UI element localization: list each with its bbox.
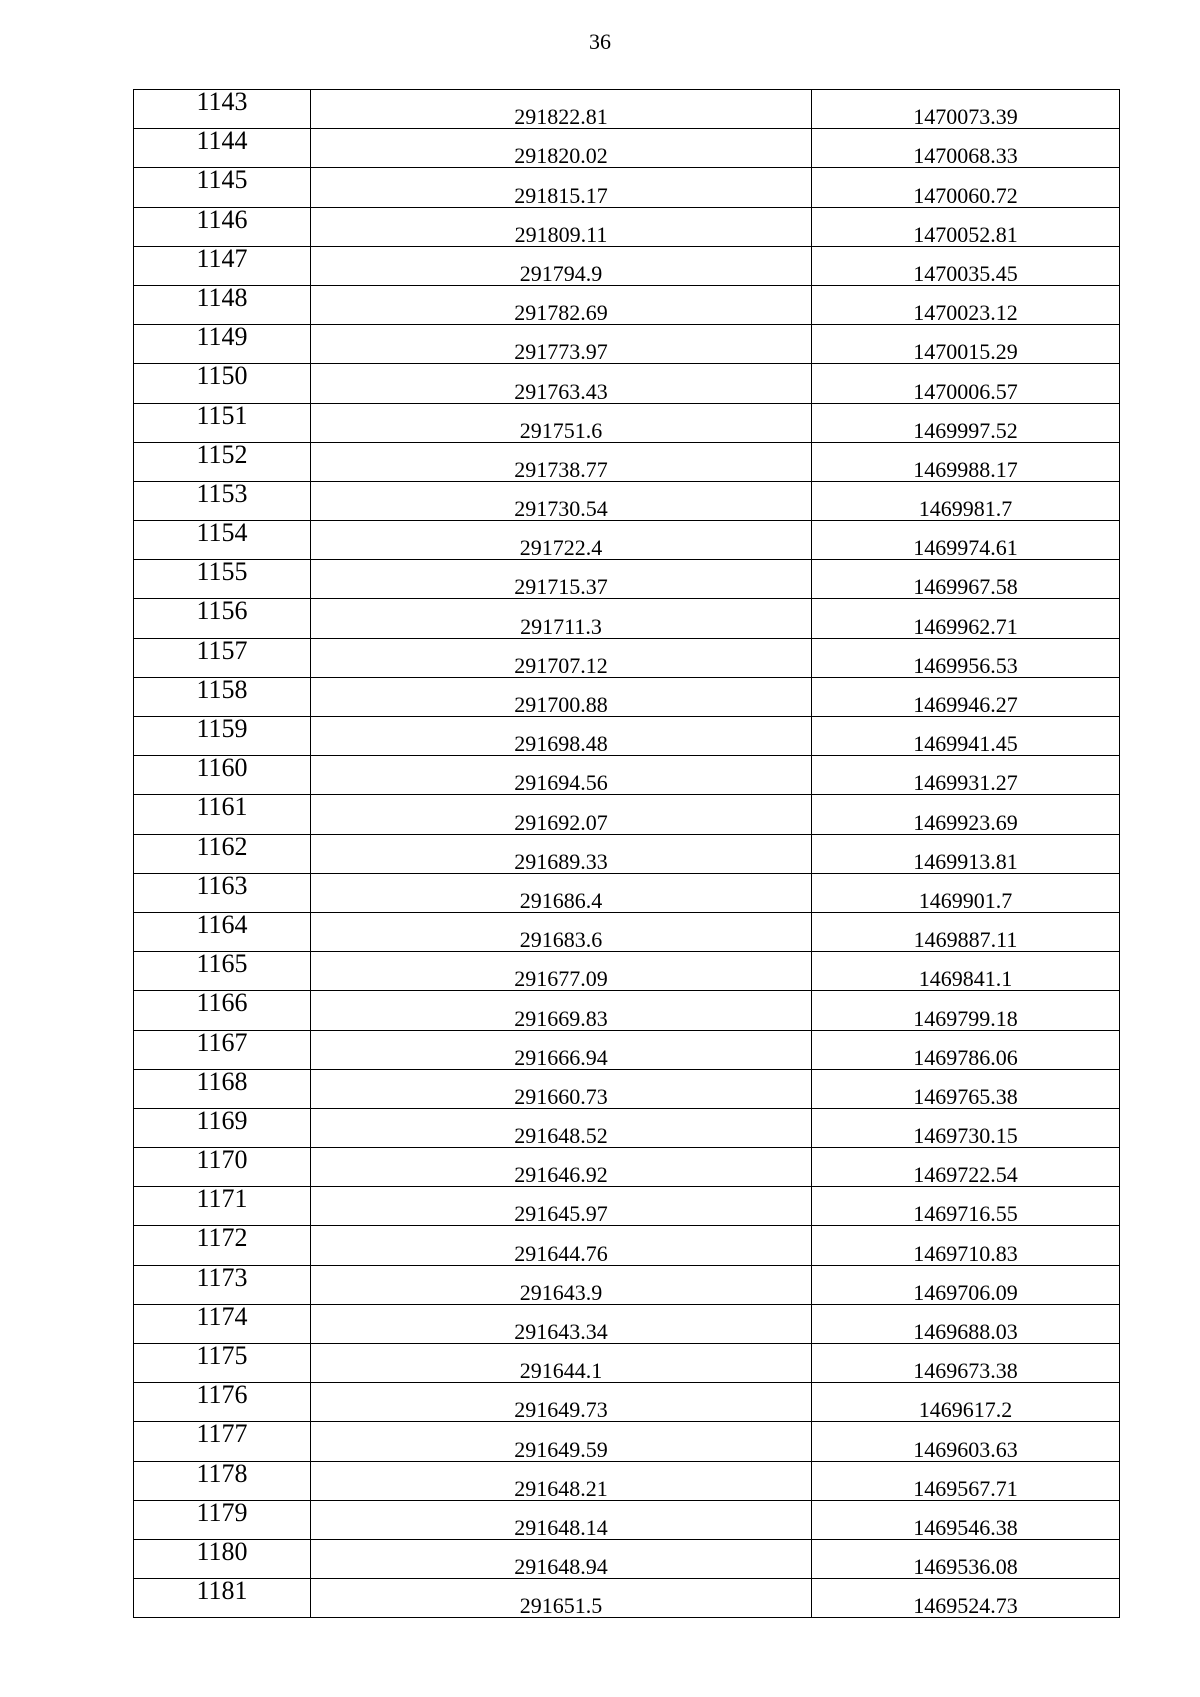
- point-number-cell: 1146: [134, 207, 311, 246]
- y-coordinate-cell: 1469988.17: [812, 442, 1120, 481]
- y-coordinate-cell: 1469967.58: [812, 560, 1120, 599]
- table-row: [134, 207, 1120, 246]
- table-row: [134, 521, 1120, 560]
- x-coordinate-cell: 291646.92: [311, 1148, 812, 1187]
- table-row: [134, 1304, 1120, 1343]
- point-number-cell: 1160: [134, 756, 311, 795]
- table-row: [134, 1069, 1120, 1108]
- x-coordinate-cell: 291648.52: [311, 1108, 812, 1147]
- y-coordinate-cell: 1469974.61: [812, 521, 1120, 560]
- y-coordinate-cell: 1470015.29: [812, 325, 1120, 364]
- table-row: [134, 873, 1120, 912]
- x-coordinate-cell: 291651.5: [311, 1579, 812, 1618]
- x-coordinate-cell: 291794.9: [311, 246, 812, 285]
- table-row: [134, 1226, 1120, 1265]
- y-coordinate-cell: 1469931.27: [812, 756, 1120, 795]
- x-coordinate-cell: 291782.69: [311, 285, 812, 324]
- table-row: [134, 638, 1120, 677]
- table-row: [134, 285, 1120, 324]
- table-row: [134, 403, 1120, 442]
- point-number-cell: 1148: [134, 285, 311, 324]
- y-coordinate-cell: 1469765.38: [812, 1069, 1120, 1108]
- point-number-cell: 1169: [134, 1108, 311, 1147]
- y-coordinate-cell: 1469710.83: [812, 1226, 1120, 1265]
- table-row: [134, 912, 1120, 951]
- x-coordinate-cell: 291700.88: [311, 677, 812, 716]
- y-coordinate-cell: 1469617.2: [812, 1383, 1120, 1422]
- y-coordinate-cell: 1469673.38: [812, 1344, 1120, 1383]
- point-number-cell: 1155: [134, 560, 311, 599]
- table-row: [134, 560, 1120, 599]
- table-row: [134, 1579, 1120, 1618]
- y-coordinate-cell: 1469962.71: [812, 599, 1120, 638]
- point-number-cell: 1177: [134, 1422, 311, 1461]
- table-row: [134, 991, 1120, 1030]
- table-row: [134, 129, 1120, 168]
- point-number-cell: 1168: [134, 1069, 311, 1108]
- table-row: [134, 246, 1120, 285]
- point-number-cell: 1163: [134, 873, 311, 912]
- point-number-cell: 1172: [134, 1226, 311, 1265]
- x-coordinate-cell: 291649.73: [311, 1383, 812, 1422]
- point-number-cell: 1152: [134, 442, 311, 481]
- table-row: [134, 599, 1120, 638]
- y-coordinate-cell: 1469997.52: [812, 403, 1120, 442]
- y-coordinate-cell: 1470052.81: [812, 207, 1120, 246]
- table-row: [134, 834, 1120, 873]
- table-row: [134, 1344, 1120, 1383]
- x-coordinate-cell: 291648.21: [311, 1461, 812, 1500]
- point-number-cell: 1175: [134, 1344, 311, 1383]
- y-coordinate-cell: 1469841.1: [812, 952, 1120, 991]
- page-number: 36: [589, 29, 611, 54]
- table-row: [134, 717, 1120, 756]
- x-coordinate-cell: 291644.76: [311, 1226, 812, 1265]
- point-number-cell: 1174: [134, 1304, 311, 1343]
- point-number-cell: 1147: [134, 246, 311, 285]
- point-number-cell: 1144: [134, 129, 311, 168]
- y-coordinate-cell: 1469923.69: [812, 795, 1120, 834]
- table-row: [134, 1265, 1120, 1304]
- y-coordinate-cell: 1469981.7: [812, 481, 1120, 520]
- y-coordinate-cell: 1469956.53: [812, 638, 1120, 677]
- table-row: [134, 756, 1120, 795]
- y-coordinate-cell: 1470068.33: [812, 129, 1120, 168]
- point-number-cell: 1153: [134, 481, 311, 520]
- x-coordinate-cell: 291809.11: [311, 207, 812, 246]
- x-coordinate-cell: 291683.6: [311, 912, 812, 951]
- y-coordinate-cell: 1469913.81: [812, 834, 1120, 873]
- x-coordinate-cell: 291648.94: [311, 1539, 812, 1578]
- point-number-cell: 1178: [134, 1461, 311, 1500]
- y-coordinate-cell: 1469524.73: [812, 1579, 1120, 1618]
- table-row: [134, 1148, 1120, 1187]
- x-coordinate-cell: 291643.34: [311, 1304, 812, 1343]
- point-number-cell: 1176: [134, 1383, 311, 1422]
- point-number-cell: 1158: [134, 677, 311, 716]
- x-coordinate-cell: 291738.77: [311, 442, 812, 481]
- x-coordinate-cell: 291644.1: [311, 1344, 812, 1383]
- table-row: [134, 481, 1120, 520]
- y-coordinate-cell: 1469706.09: [812, 1265, 1120, 1304]
- table-row: [134, 1108, 1120, 1147]
- y-coordinate-cell: 1470006.57: [812, 364, 1120, 403]
- x-coordinate-cell: 291773.97: [311, 325, 812, 364]
- point-number-cell: 1171: [134, 1187, 311, 1226]
- table-row: [134, 1187, 1120, 1226]
- point-number-cell: 1145: [134, 168, 311, 207]
- point-number-cell: 1159: [134, 717, 311, 756]
- x-coordinate-cell: 291660.73: [311, 1069, 812, 1108]
- table-row: [134, 1539, 1120, 1578]
- x-coordinate-cell: 291692.07: [311, 795, 812, 834]
- y-coordinate-cell: 1469730.15: [812, 1108, 1120, 1147]
- table-row: [134, 677, 1120, 716]
- y-coordinate-cell: 1469941.45: [812, 717, 1120, 756]
- y-coordinate-cell: 1469546.38: [812, 1500, 1120, 1539]
- x-coordinate-cell: 291677.09: [311, 952, 812, 991]
- x-coordinate-cell: 291645.97: [311, 1187, 812, 1226]
- point-number-cell: 1161: [134, 795, 311, 834]
- x-coordinate-cell: 291686.4: [311, 873, 812, 912]
- point-number-cell: 1151: [134, 403, 311, 442]
- y-coordinate-cell: 1469688.03: [812, 1304, 1120, 1343]
- coordinates-table-body: [134, 87, 1120, 1619]
- table-row: [134, 1500, 1120, 1539]
- y-coordinate-cell: 1469722.54: [812, 1148, 1120, 1187]
- table-row: [134, 795, 1120, 834]
- point-number-cell: 1165: [134, 952, 311, 991]
- point-number-cell: 1181: [134, 1579, 311, 1618]
- x-coordinate-cell: 291715.37: [311, 560, 812, 599]
- y-coordinate-cell: 1470073.39: [812, 90, 1120, 129]
- point-number-cell: 1166: [134, 991, 311, 1030]
- point-number-cell: 1179: [134, 1500, 311, 1539]
- point-number-cell: 1167: [134, 1030, 311, 1069]
- y-coordinate-cell: 1469786.06: [812, 1030, 1120, 1069]
- table-row: [134, 952, 1120, 991]
- y-coordinate-cell: 1469946.27: [812, 677, 1120, 716]
- x-coordinate-cell: 291648.14: [311, 1500, 812, 1539]
- point-number-cell: 1156: [134, 599, 311, 638]
- x-coordinate-cell: 291649.59: [311, 1422, 812, 1461]
- table-row: [134, 364, 1120, 403]
- x-coordinate-cell: 291815.17: [311, 168, 812, 207]
- x-coordinate-cell: 291730.54: [311, 481, 812, 520]
- y-coordinate-cell: 1469901.7: [812, 873, 1120, 912]
- x-coordinate-cell: 291711.3: [311, 599, 812, 638]
- point-number-cell: 1162: [134, 834, 311, 873]
- x-coordinate-cell: 291643.9: [311, 1265, 812, 1304]
- point-number-cell: 1170: [134, 1148, 311, 1187]
- table-row: [134, 1461, 1120, 1500]
- table-row: [134, 442, 1120, 481]
- x-coordinate-cell: 291822.81: [311, 90, 812, 129]
- x-coordinate-cell: 291689.33: [311, 834, 812, 873]
- point-number-cell: 1180: [134, 1539, 311, 1578]
- y-coordinate-cell: 1470060.72: [812, 168, 1120, 207]
- point-number-cell: 1143: [134, 90, 311, 129]
- y-coordinate-cell: 1469716.55: [812, 1187, 1120, 1226]
- table-row: [134, 90, 1120, 129]
- y-coordinate-cell: 1469603.63: [812, 1422, 1120, 1461]
- x-coordinate-cell: 291751.6: [311, 403, 812, 442]
- x-coordinate-cell: 291722.4: [311, 521, 812, 560]
- table-row: [134, 325, 1120, 364]
- x-coordinate-cell: 291698.48: [311, 717, 812, 756]
- point-number-cell: 1157: [134, 638, 311, 677]
- x-coordinate-cell: 291669.83: [311, 991, 812, 1030]
- x-coordinate-cell: 291707.12: [311, 638, 812, 677]
- table-row: [134, 1030, 1120, 1069]
- table-row: [134, 1422, 1120, 1461]
- y-coordinate-cell: 1470035.45: [812, 246, 1120, 285]
- table-row: [134, 168, 1120, 207]
- x-coordinate-cell: 291763.43: [311, 364, 812, 403]
- coordinates-table: [133, 89, 1120, 1618]
- point-number-cell: 1173: [134, 1265, 311, 1304]
- point-number-cell: 1150: [134, 364, 311, 403]
- point-number-cell: 1164: [134, 912, 311, 951]
- table-row: [134, 1383, 1120, 1422]
- y-coordinate-cell: 1469567.71: [812, 1461, 1120, 1500]
- point-number-cell: 1154: [134, 521, 311, 560]
- y-coordinate-cell: 1469799.18: [812, 991, 1120, 1030]
- x-coordinate-cell: 291694.56: [311, 756, 812, 795]
- x-coordinate-cell: 291820.02: [311, 129, 812, 168]
- y-coordinate-cell: 1469536.08: [812, 1539, 1120, 1578]
- y-coordinate-cell: 1469887.11: [812, 912, 1120, 951]
- y-coordinate-cell: 1470023.12: [812, 285, 1120, 324]
- x-coordinate-cell: 291666.94: [311, 1030, 812, 1069]
- point-number-cell: 1149: [134, 325, 311, 364]
